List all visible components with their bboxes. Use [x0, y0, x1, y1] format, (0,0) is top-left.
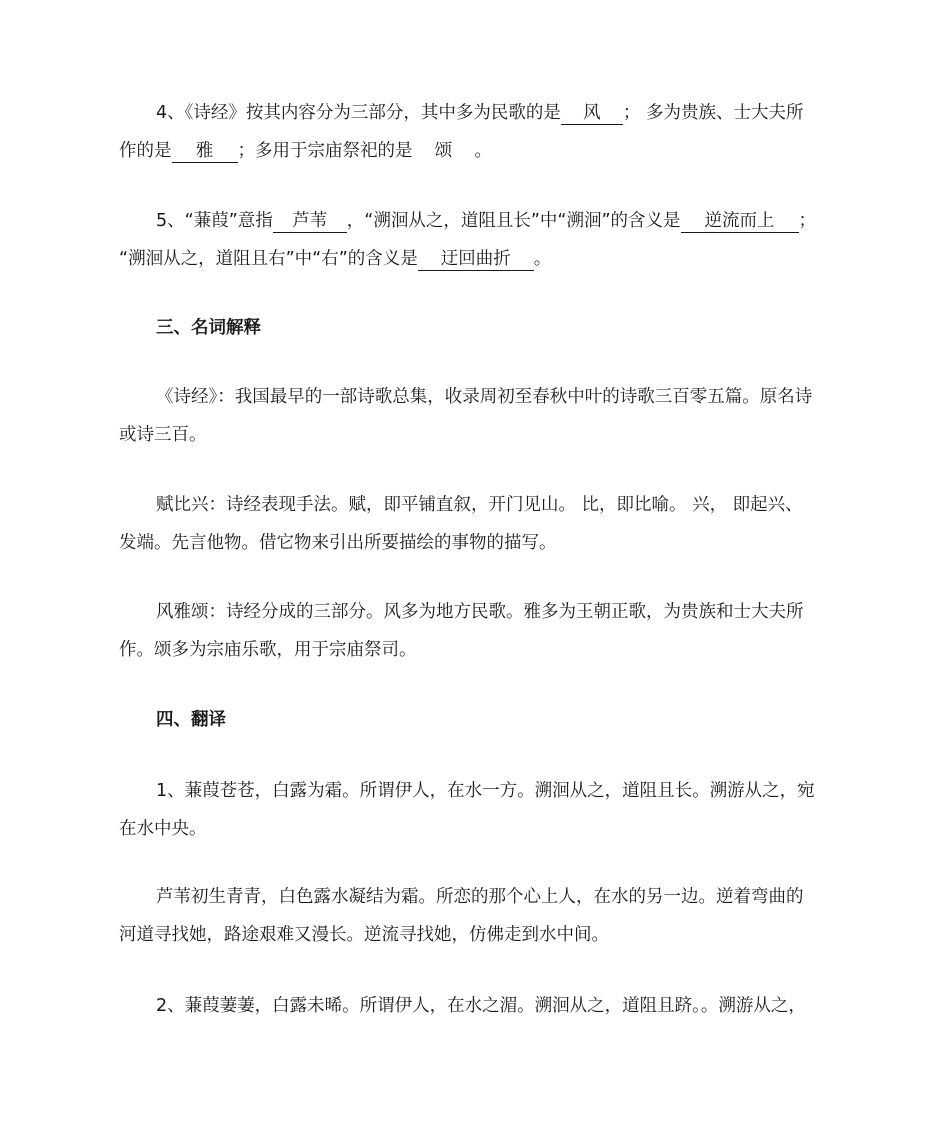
q4-text-2: ； 多为贵族、士大夫所: [622, 103, 804, 123]
question-4: [119, 94, 831, 170]
q5-text-4: “溯洄从之，道阻且右”中“右”的含义是: [119, 249, 418, 269]
section-heading-definitions: 三、名词解释: [156, 318, 261, 338]
q5-text-1: 5、“蒹葭”意指: [156, 211, 273, 231]
q5-text-5: 。: [533, 249, 552, 269]
question-5: [119, 202, 831, 278]
q4-text-3: 作的是: [119, 141, 172, 161]
definition-fubixing-line-1: 赋比兴：诗经表现手法。赋，即平铺直叙，开门见山。 比，即比喻。 兴， 即起兴、: [156, 495, 803, 515]
translation-2-source: [119, 987, 831, 1025]
translation-1-text: [119, 878, 831, 954]
translation-2-source-line-1: 2、蒹葭萋萋，白露未晞。所谓伊人，在水之湄。溯洄从之，道阻且跻。。溯游从之，: [156, 996, 806, 1016]
q4-answer-2: 雅: [172, 140, 238, 163]
q4-text-1: 4、《诗经》按其内容分为三部分，其中多为民歌的是: [156, 103, 561, 123]
section-heading-translation: 四、翻译: [156, 710, 226, 730]
definition-shijing-line-1: 《诗经》：我国最早的一部诗歌总集，收录周初至春秋中叶的诗歌三百零五篇。原名诗: [156, 387, 813, 407]
definition-fengyasong-line-1: 风雅颂：诗经分成的三部分。风多为地方民歌。雅多为王朝正歌，为贵族和士大夫所: [156, 602, 804, 622]
q5-text-3: ；: [798, 211, 817, 231]
definition-fubixing-line-2: 发端。先言他物。借它物来引出所要描绘的事物的描写。: [119, 533, 557, 553]
translation-1-source-line-2: 在水中央。: [119, 819, 207, 839]
definition-fengyasong-line-2: 作。颂多为宗庙乐歌，用于宗庙祭司。: [119, 640, 417, 660]
q4-text-5: 。: [474, 141, 492, 161]
translation-1-source: [119, 772, 831, 848]
q4-text-4: ；多用于宗庙祭祀的是: [237, 141, 413, 161]
translation-1-text-line-2: 河道寻找她，路途艰难又漫长。逆流寻找她，仿佛走到水中间。: [119, 925, 609, 945]
definition-fubixing: [119, 486, 831, 562]
q4-answer-1: 风: [561, 102, 623, 125]
definition-fengyasong: [119, 593, 831, 669]
q4-answer-3: 颂: [434, 141, 453, 161]
q5-answer-1: 芦苇: [273, 210, 347, 233]
translation-1-source-line-1: 1、蒹葭苍苍，白露为霜。所谓伊人，在水一方。溯洄从之，道阻且长。溯游从之，宛: [156, 781, 815, 801]
q5-answer-2: 逆流而上: [681, 210, 799, 233]
translation-1-text-line-1: 芦苇初生青青，白色露水凝结为霜。所恋的那个心上人，在水的另一边。逆着弯曲的: [156, 887, 804, 907]
q5-text-2: ，“溯洄从之，道阻且长”中“溯洄”的含义是: [346, 211, 681, 231]
definition-shijing: [119, 378, 831, 454]
definition-shijing-line-2: 或诗三百。: [119, 425, 207, 445]
q5-answer-3: 迂回曲折: [418, 248, 534, 271]
